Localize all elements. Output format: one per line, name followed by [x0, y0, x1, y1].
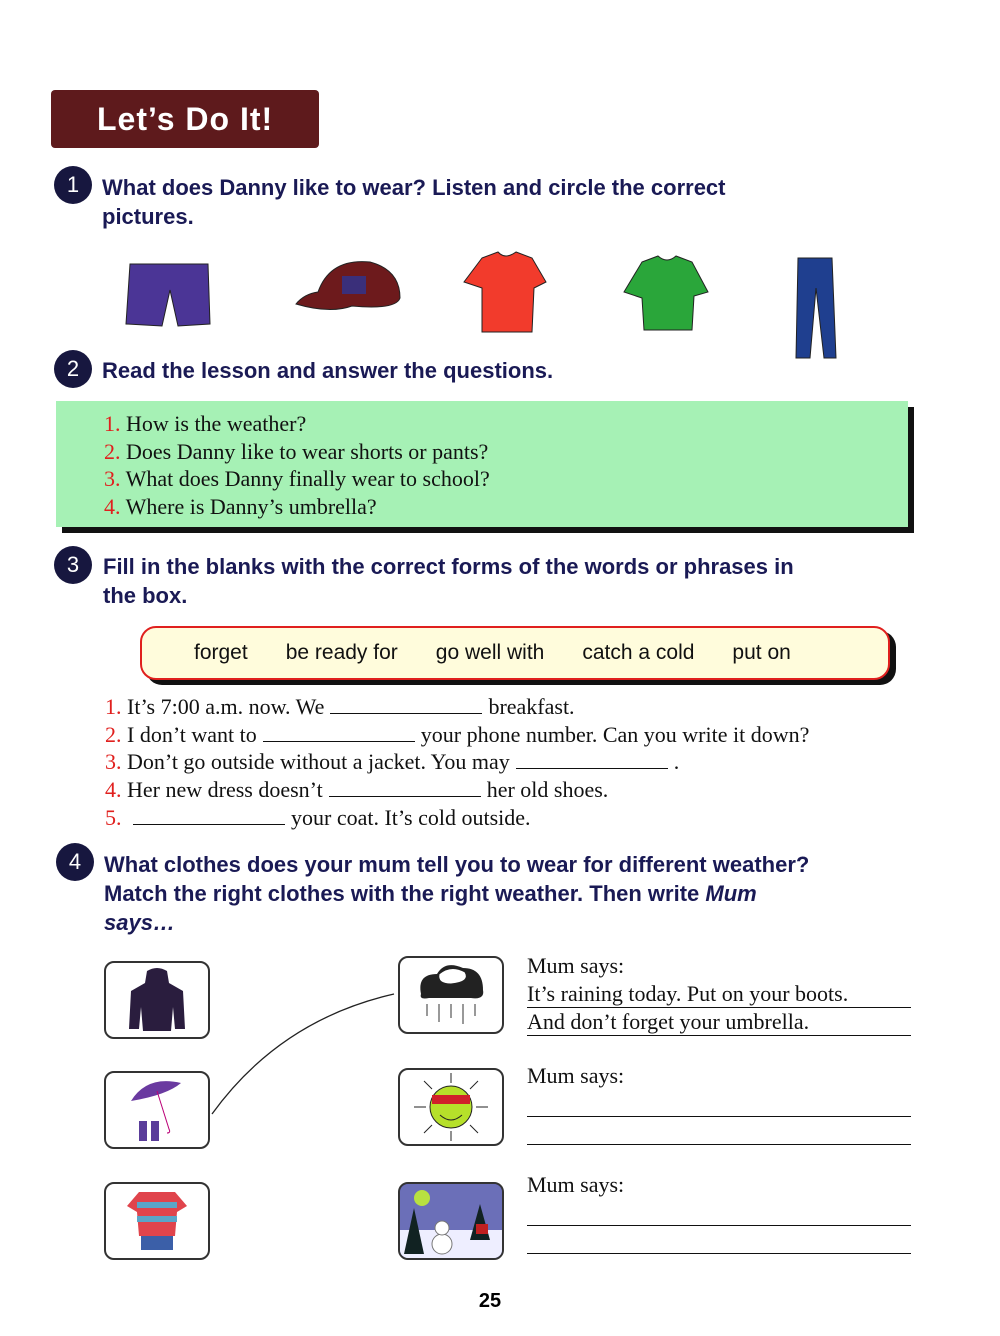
- snowman-scene-icon: [400, 1184, 502, 1258]
- fill-item: 2. I don’t want to your phone number. Can you write it down?: [105, 721, 810, 747]
- fill-item: 5. your coat. It’s cold outside.: [105, 804, 531, 830]
- mum-says-label: Mum says:: [527, 953, 625, 978]
- shirt-shorts-icon: [125, 1188, 189, 1254]
- pants-picture[interactable]: [796, 258, 836, 358]
- blank-field[interactable]: [263, 723, 415, 742]
- word: put on: [732, 641, 791, 664]
- exercise-2-instruction: Read the lesson and answer the questions.: [102, 358, 554, 383]
- answer-line[interactable]: And don’t forget your umbrella.: [527, 1008, 911, 1036]
- sunny-weather-picture[interactable]: [398, 1068, 504, 1146]
- page-number: 25: [478, 1290, 502, 1312]
- blank-field[interactable]: [516, 750, 668, 769]
- sunny-answer: [527, 1062, 911, 1145]
- winter-jacket-picture[interactable]: [104, 961, 210, 1039]
- exercise-4-instruction: [104, 850, 809, 937]
- instruction-line: the box.: [103, 583, 188, 608]
- clothes-pictures: [120, 248, 860, 363]
- answer-line[interactable]: [527, 1226, 911, 1254]
- instruction-line: Fill in the blanks with the correct forms of the words or phrases in: [103, 554, 794, 579]
- instruction-line: Match the right clothes with the right weather. Then write Mum: [104, 881, 757, 906]
- umbrella-boots-icon: [127, 1075, 187, 1145]
- rainy-weather-picture[interactable]: [398, 956, 504, 1034]
- answer-line[interactable]: [527, 1090, 911, 1117]
- cap-picture[interactable]: [296, 262, 400, 310]
- answer-line[interactable]: [527, 1117, 911, 1145]
- red-t-shirt-picture[interactable]: [464, 252, 546, 332]
- umbrella-boots-picture[interactable]: [104, 1071, 210, 1149]
- exercise-number-4: 4: [56, 843, 94, 881]
- rainy-answer: [527, 952, 911, 1036]
- instruction-line: says…: [104, 910, 175, 935]
- question: 1. How is the weather?: [104, 411, 307, 436]
- mum-says-label: Mum says:: [527, 1172, 625, 1197]
- answer-line[interactable]: It’s raining today. Put on your boots.: [527, 980, 911, 1008]
- question: 3. What does Danny finally wear to school?: [104, 466, 490, 491]
- word-box: [140, 626, 890, 680]
- rain-cloud-icon: [411, 960, 491, 1030]
- fill-item: 1. It’s 7:00 a.m. now. We breakfast.: [105, 694, 575, 719]
- instruction-line: What does Danny like to wear? Listen and circle the correct: [102, 175, 726, 200]
- word: forget: [194, 641, 248, 664]
- shorts-picture[interactable]: [126, 264, 210, 326]
- fill-item: 4. Her new dress doesn’t her old shoes.: [105, 777, 609, 803]
- green-t-shirt-picture[interactable]: [624, 256, 708, 330]
- question: 4. Where is Danny’s umbrella?: [104, 493, 377, 519]
- exercise-number-3: 3: [54, 546, 92, 584]
- answer-line[interactable]: [527, 1199, 911, 1226]
- instruction-line: What clothes does your mum tell you to wear for different weather?: [104, 852, 810, 877]
- blank-field[interactable]: [330, 695, 482, 714]
- sun-icon: [406, 1071, 496, 1143]
- word: be ready for: [285, 641, 398, 664]
- exercise-number-1: 1: [54, 166, 92, 204]
- matching-line: [210, 990, 400, 1120]
- blank-field[interactable]: [133, 806, 285, 825]
- instruction-line: pictures.: [102, 204, 194, 229]
- question: 2. Does Danny like to wear shorts or pants?: [104, 438, 489, 464]
- word: catch a cold: [582, 641, 695, 664]
- lets-do-it-banner: Let’s Do It!: [51, 90, 319, 148]
- blank-field[interactable]: [329, 778, 481, 797]
- word: go well with: [435, 641, 545, 664]
- exercise-3-instruction: [103, 552, 794, 610]
- summer-clothes-picture[interactable]: [104, 1182, 210, 1260]
- snowy-weather-picture[interactable]: [398, 1182, 504, 1260]
- exercise-number-2: 2: [54, 350, 92, 388]
- questions-list: [104, 410, 490, 520]
- snowy-answer: [527, 1171, 911, 1254]
- fill-blank-list: [105, 693, 809, 832]
- exercise-1-instruction: [102, 173, 726, 231]
- mum-says-label: Mum says:: [527, 1063, 625, 1088]
- jacket-icon: [127, 967, 187, 1033]
- fill-item: 3. Don’t go outside without a jacket. You may .: [105, 749, 680, 775]
